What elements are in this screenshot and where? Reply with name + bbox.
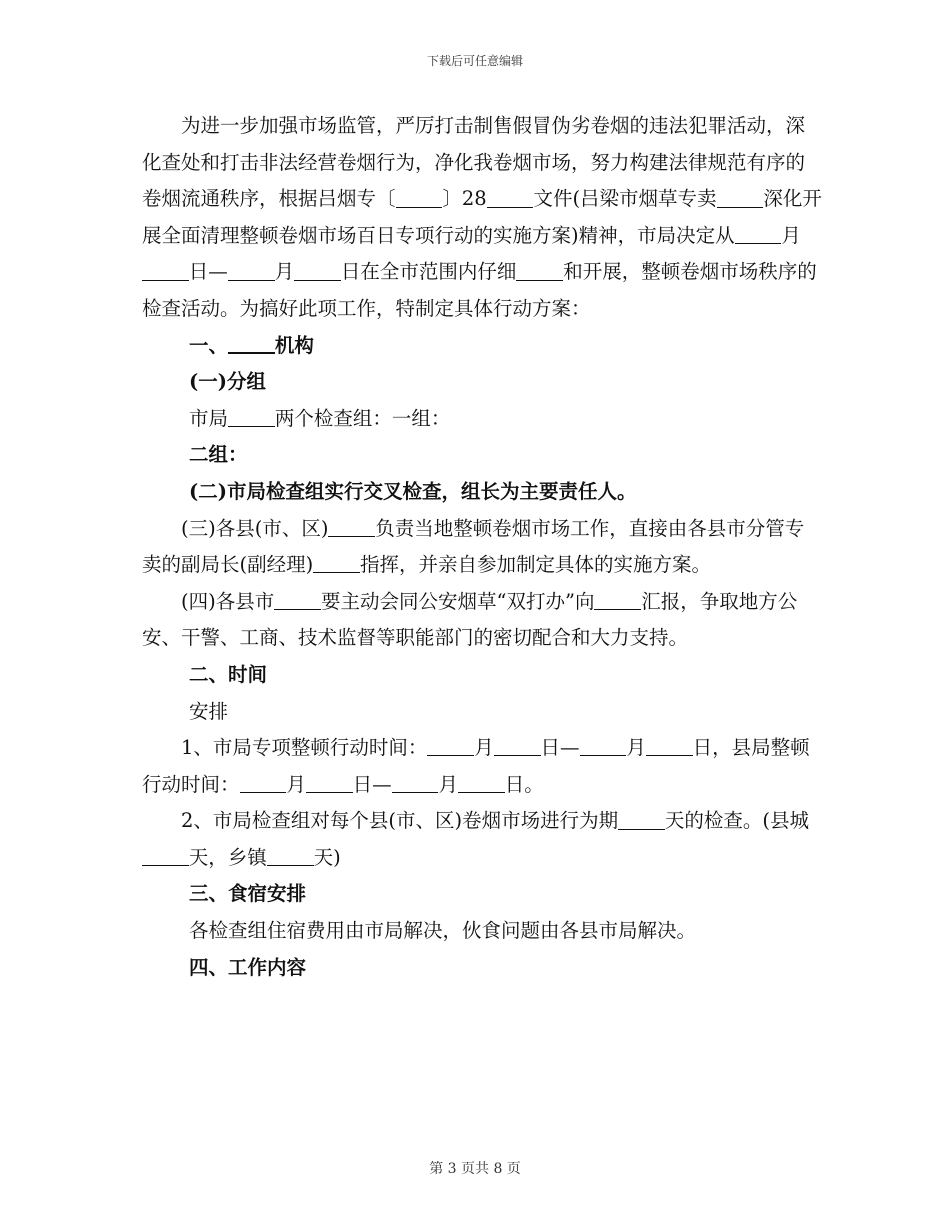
section-heading-2: 二、时间 [189,662,268,686]
paragraph-lodging: 各检查组住宿费用由市局解决，伙食问题由各县市局解决。 [189,919,697,943]
fill-blank [618,809,665,830]
fill-blank [594,590,641,611]
schedule-label: 安排 [189,699,229,723]
fill-blank [487,187,534,208]
fill-blank [396,187,443,208]
subheading-grouping: (一)分组 [189,370,266,394]
grouping-text: 市局 两个检查组：一组： [189,406,451,430]
paragraph-cooperation: (四)各县市 要主动会同公安烟草“双打办”向 汇报，争取地方公安、干警、工商、技术监督等职能部门的密切配合和大力支持。 [142,589,798,650]
document-body [142,108,822,986]
fill-blank [392,773,439,794]
section-heading-1: 一、 机构 [189,333,314,357]
fill-blank [735,224,782,245]
fill-blank [494,736,541,757]
fill-blank [646,736,693,757]
fill-blank [328,516,375,537]
fill-blank [267,846,314,867]
fill-blank [306,773,353,794]
fill-blank [228,260,275,281]
group-two-label: 二组： [189,443,248,467]
section-heading-4: 四、工作内容 [189,955,307,979]
fill-blank [458,773,505,794]
page-header: 下载后可任意编辑 [426,54,523,68]
fill-blank [274,590,321,611]
paragraph-schedule-2: 2、市局检查组对每个县(市、区)卷烟市场进行为期 天的检查。(县城天，乡镇 天) [142,803,822,876]
fill-blank [142,260,189,281]
paragraph-schedule-1: 1、市局专项整顿行动时间： 月 日— 月 日，县局整顿行动时间： 月 日— 月 日。 [142,736,810,796]
page-number: 第 3 页共 8 页 [429,1161,521,1177]
fill-blank [313,553,360,574]
fill-blank [580,736,627,757]
section-heading-3: 三、食宿安排 [189,882,307,906]
intro-paragraph: 为进一步加强市场监管，严厉打击制售假冒伪劣卷烟的违法犯罪活动，深化查处和打击非法经营卷烟行为，净化我卷烟市场，努力构建法律规范有序的卷烟流通秩序，根据吕烟专〔 〕28 文件(吕梁市烟草专卖 深化开展全面清理整顿卷烟市场百日专项行动的实施方案)精神，市局决定从 月日— 月 日在全市范围内仔细 和开展，整顿卷烟市场秩序的检查活动。为搞好此项工作，特制定具体行动方案： [142,114,822,320]
fill-blank [228,332,275,354]
paragraph-counties: (三)各县(市、区) 负责当地整顿卷烟市场工作，直接由各县市分管专卖的副局长(副经理) 指挥，并亲自参加制定具体的实施方案。 [142,516,805,577]
fill-blank [516,260,563,281]
fill-blank [240,773,287,794]
fill-blank [427,736,474,757]
fill-blank [717,187,764,208]
fill-blank [294,260,341,281]
fill-blank [228,407,275,428]
subheading-cross-check: (二)市局检查组实行交叉检查，组长为主要责任人。 [189,479,637,503]
fill-blank [142,846,189,867]
